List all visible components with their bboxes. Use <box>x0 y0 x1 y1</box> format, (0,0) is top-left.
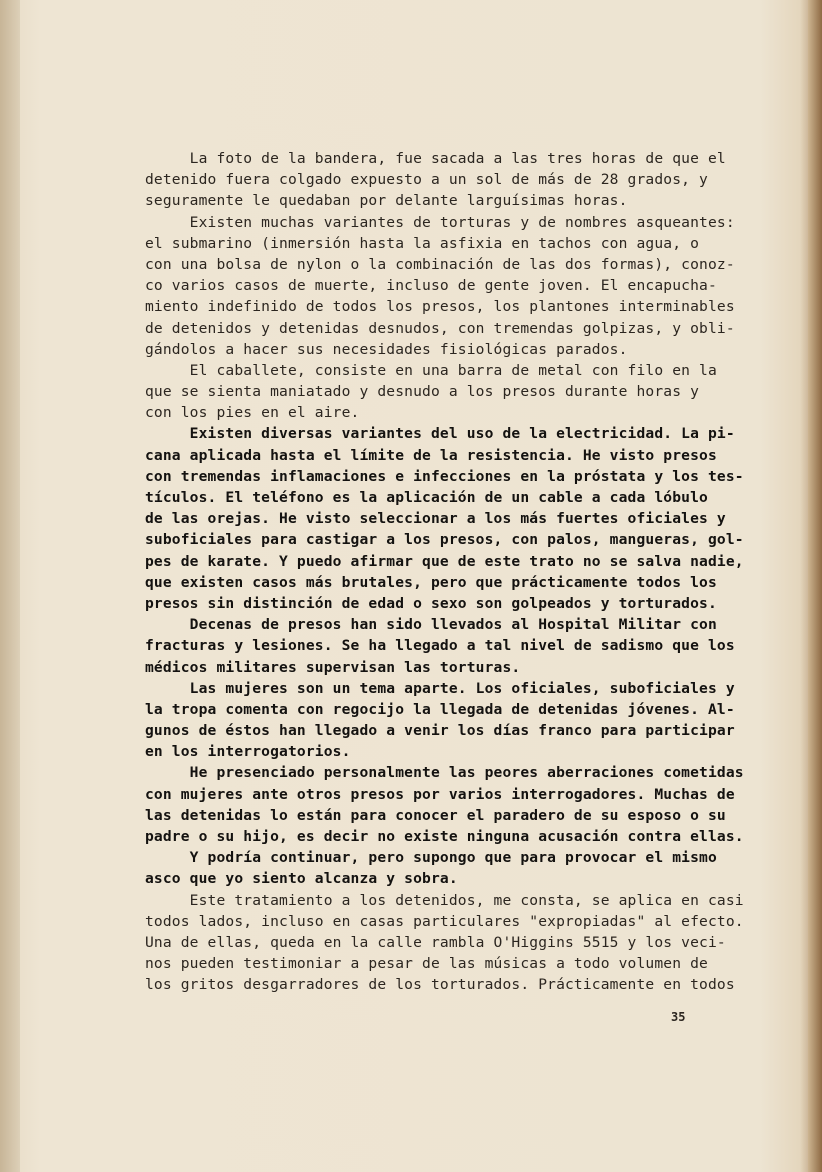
body-text <box>145 148 744 996</box>
text-line: fracturas y lesiones. Se ha llegado a tal nivel de sadismo que los <box>145 637 735 655</box>
text-line: gunos de éstos han llegado a venir los días franco para participar <box>145 722 735 740</box>
text-line: todos lados, incluso en casas particulares "expropiadas" al efecto. <box>145 912 744 930</box>
text-line: presos sin distinción de edad o sexo son golpeados y torturados. <box>145 594 717 612</box>
text-line: pes de karate. Y puedo afirmar que de este trato no se salva nadie, <box>145 552 744 570</box>
page-number: 35 <box>671 1010 686 1024</box>
text-line: en los interrogatorios. <box>145 743 351 761</box>
text-line: las detenidas lo están para conocer el paradero de su esposo o su <box>145 806 726 824</box>
text-line: Una de ellas, queda en la calle rambla O'Higgins 5515 y los veci- <box>145 933 726 951</box>
text-line: suboficiales para castigar a los presos, con palos, mangueras, gol- <box>145 531 744 549</box>
text-line: Las mujeres son un tema aparte. Los oficiales, suboficiales y <box>145 679 735 697</box>
text-line: la tropa comenta con regocijo la llegada de detenidas jóvenes. Al- <box>145 700 735 718</box>
text-line: detenido fuera colgado expuesto a un sol de más de 28 grados, y <box>145 171 708 189</box>
text-line: co varios casos de muerte, incluso de gente joven. El encapucha- <box>145 277 717 295</box>
text-line: Y podría continuar, pero supongo que para provocar el mismo <box>145 849 717 867</box>
text-line: que existen casos más brutales, pero que prácticamente todos los <box>145 573 717 591</box>
text-line: seguramente le quedaban por delante larguísimas horas. <box>145 192 628 210</box>
text-line: de detenidos y detenidas desnudos, con tremendas golpizas, y obli- <box>145 319 735 337</box>
text-line: He presenciado personalmente las peores aberraciones cometidas <box>145 764 744 782</box>
text-line: padre o su hijo, es decir no existe ninguna acusación contra ellas. <box>145 828 744 845</box>
text-line: El caballete, consiste en una barra de metal con filo en la <box>145 361 717 379</box>
page-edge-shadow <box>808 0 822 1172</box>
text-line: el submarino (inmersión hasta la asfixia en tachos con agua, o <box>145 234 700 252</box>
text-line: tículos. El teléfono es la aplicación de un cable a cada lóbulo <box>145 489 708 506</box>
text-line: La foto de la bandera, fue sacada a las tres horas de que el <box>145 150 726 167</box>
text-line: con una bolsa de nylon o la combinación de las dos formas), conoz- <box>145 255 735 273</box>
text-line: cana aplicada hasta el límite de la resistencia. He visto presos <box>145 446 717 464</box>
text-line: asco que yo siento alcanza y sobra. <box>145 870 458 888</box>
text-line: que se sienta maniatado y desnudo a los presos durante horas y <box>145 383 700 401</box>
text-line: Decenas de presos han sido llevados al Hospital Militar con <box>145 616 717 634</box>
text-line: nos pueden testimoniar a pesar de las músicas a todo volumen de <box>145 955 708 973</box>
page-spine-shadow <box>0 0 20 1172</box>
text-line: miento indefinido de todos los presos, los plantones interminables <box>145 298 735 316</box>
text-line: los gritos desgarradores de los torturados. Prácticamente en todos <box>145 976 735 994</box>
text-line: médicos militares supervisan las torturas. <box>145 658 521 676</box>
text-line: Existen muchas variantes de torturas y de nombres asqueantes: <box>145 213 735 231</box>
text-line: de las orejas. He visto seleccionar a los más fuertes oficiales y <box>145 510 726 528</box>
text-line: con tremendas inflamaciones e infecciones en la próstata y los tes- <box>145 467 744 485</box>
text-line: Existen diversas variantes del uso de la electricidad. La pi- <box>145 425 735 443</box>
text-line: gándolos a hacer sus necesidades fisiológicas parados. <box>145 340 628 358</box>
text-line: con mujeres ante otros presos por varios interrogadores. Muchas de <box>145 785 735 803</box>
text-line: Este tratamiento a los detenidos, me consta, se aplica en casi <box>145 891 744 909</box>
text-line: con los pies en el aire. <box>145 404 360 422</box>
